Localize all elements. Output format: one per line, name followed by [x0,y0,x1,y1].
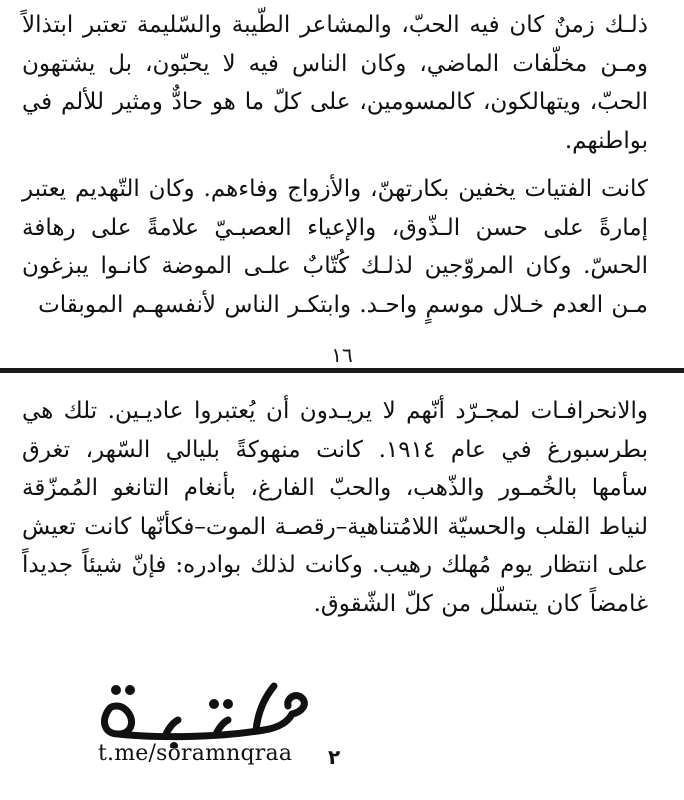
top-text-block [0,6,684,324]
paragraph-3: والانحرافـات لمجـرّد أنّهم لا يريـدون أن يُعتبروا عاديـين. تلك هي بطرسبورغ في عام ١٩١٤. كانت منهوكةً بليالي السّهر، تغرق سأمها بالخُمـور والذّهب، والحبّ الفارغ، بأنغام التانغو المُمزّقة لنياط القلب والحسيّة اللامُتناهية–رقصـة الموت–فكأنّها كانت تعيش على انتظار يوم مُهلك رهيب. وكانت لذلك بوادره: فإنّ شيئاً جديداً غامضاً كان يتسلّل من كلّ الشّقوق. [22,398,649,617]
paragraph-2: كانت الفتيات يخفين بكارتهنّ، والأزواج وفاءهم. وكان التّهديم يعتبر إمارةً على حسن الـذّوق، والإعياء العصبـيّ علامةً على رهافة الحسّ. وكان المروّجين لذلـك كُتّابٌ علـى الموضة كانـوا يبزغون مـن العدم خـلال موسمٍ واحـد. وابتكـر الناس لأنفسهـم الموبقات [22,176,648,318]
library-logo-calligraphy [96,668,316,748]
paragraph-1: ذلـك زمنٌ كان فيه الحبّ، والمشاعر الطّيبة والسّليمة تعتبر ابتذالاً ومـن مخلّفات الماضي، وكان الناس فيه لا يحبّون، بل يشتهون الحبّ، ويتهالكون، كالمسومين، على كلّ ما هو حادٌّ ومثير للألم في بواطنهم. [22,12,648,154]
library-logo [96,668,316,748]
page-divider [0,368,684,373]
page-number-top: ١٦ [331,343,353,367]
telegram-channel-link[interactable]: t.me/soramnqraa [98,741,293,766]
bottom-text-block [0,392,684,623]
footer-page-number: ٢ [328,745,341,769]
